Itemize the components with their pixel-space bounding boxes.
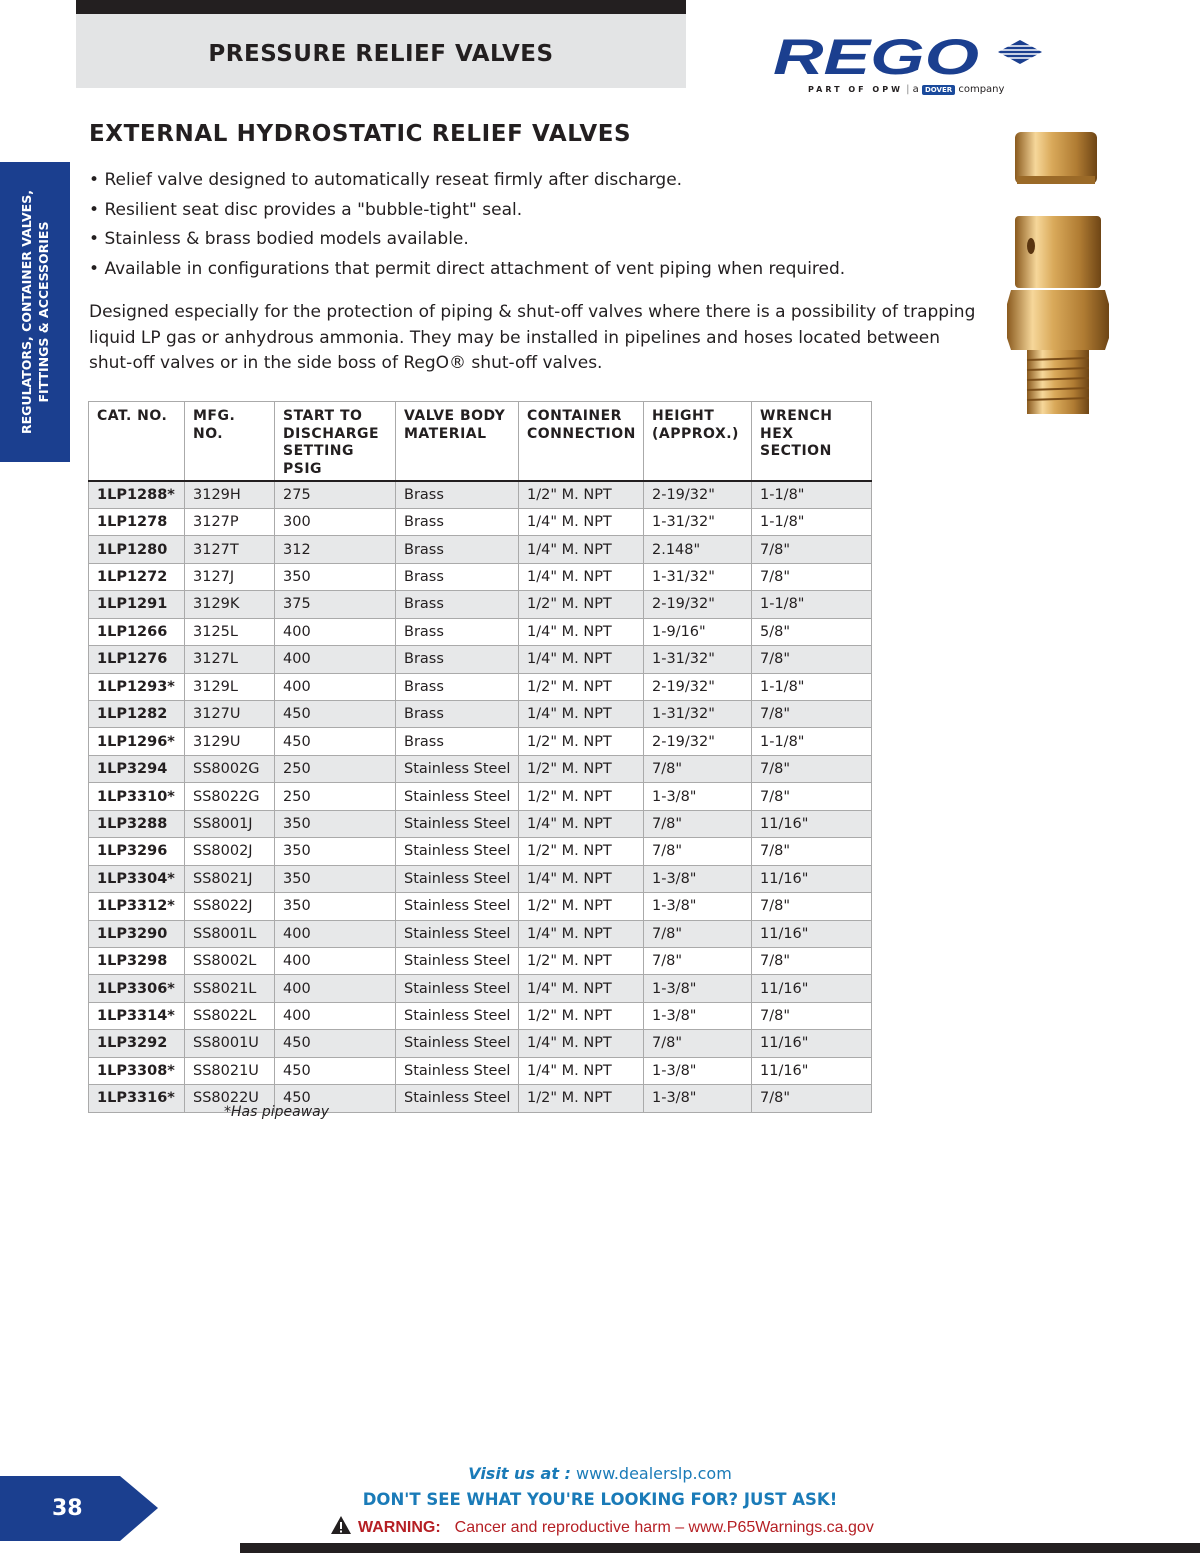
table-row	[89, 838, 872, 865]
col-header-discharge-setting: START TO DISCHARGE SETTING PSIG	[275, 402, 396, 482]
cell-discharge-setting: 375	[275, 591, 396, 618]
cell-wrench-hex: 5/8"	[752, 618, 872, 645]
cell-wrench-hex: 7/8"	[752, 701, 872, 728]
cell-discharge-setting: 450	[275, 1085, 396, 1112]
cell-mfg-no: SS8022G	[185, 783, 275, 810]
cell-body-material: Brass	[396, 673, 519, 700]
cell-discharge-setting: 450	[275, 728, 396, 755]
cell-mfg-no: 3127U	[185, 701, 275, 728]
cell-body-material: Brass	[396, 728, 519, 755]
tagline-company: company	[958, 84, 1005, 95]
cell-discharge-setting: 350	[275, 563, 396, 590]
cell-mfg-no: SS8021U	[185, 1057, 275, 1084]
logo-wordmark: REGO	[773, 30, 980, 85]
cell-wrench-hex: 7/8"	[752, 646, 872, 673]
cell-cat-no: 1LP3314*	[89, 1002, 185, 1029]
col-header-body-material: VALVE BODY MATERIAL	[396, 402, 519, 482]
page-header-title: PRESSURE RELIEF VALVES	[208, 41, 554, 67]
table-row	[89, 1057, 872, 1084]
cell-container-connection: 1/2" M. NPT	[519, 1002, 644, 1029]
table-row	[89, 810, 872, 837]
cell-body-material: Brass	[396, 536, 519, 563]
cell-container-connection: 1/4" M. NPT	[519, 701, 644, 728]
cell-body-material: Stainless Steel	[396, 838, 519, 865]
cell-wrench-hex: 7/8"	[752, 1002, 872, 1029]
cell-discharge-setting: 400	[275, 646, 396, 673]
cell-discharge-setting: 275	[275, 481, 396, 508]
cell-discharge-setting: 400	[275, 947, 396, 974]
cell-container-connection: 1/4" M. NPT	[519, 618, 644, 645]
cell-height: 1-3/8"	[644, 783, 752, 810]
cell-discharge-setting: 350	[275, 838, 396, 865]
cell-cat-no: 1LP1291	[89, 591, 185, 618]
cell-height: 2-19/32"	[644, 591, 752, 618]
cell-discharge-setting: 450	[275, 701, 396, 728]
feature-item: • Available in configurations that permit direct attachment of vent piping when required.	[89, 255, 845, 285]
cell-mfg-no: 3127J	[185, 563, 275, 590]
cell-cat-no: 1LP3290	[89, 920, 185, 947]
cell-height: 7/8"	[644, 1030, 752, 1057]
cell-cat-no: 1LP3298	[89, 947, 185, 974]
top-bar	[76, 0, 686, 14]
table-row	[89, 1085, 872, 1112]
tagline-a: a	[912, 84, 919, 95]
cell-discharge-setting: 400	[275, 673, 396, 700]
cell-wrench-hex: 7/8"	[752, 783, 872, 810]
cell-mfg-no: SS8021L	[185, 975, 275, 1002]
table-row	[89, 893, 872, 920]
col-header-mfg-no: MFG. NO.	[185, 402, 275, 482]
cell-mfg-no: SS8002L	[185, 947, 275, 974]
cell-cat-no: 1LP3310*	[89, 783, 185, 810]
cell-body-material: Brass	[396, 646, 519, 673]
cell-discharge-setting: 450	[275, 1030, 396, 1057]
product-description: Designed especially for the protection of piping & shut-off valves where there is a possibility of trapping liquid LP gas or anhydrous ammonia. They may be installed in pipelines and hoses located between shut-off valves or in the side boss of RegO® shut-off valves.	[89, 302, 976, 373]
cell-mfg-no: SS8022U	[185, 1085, 275, 1112]
table-row	[89, 920, 872, 947]
cell-wrench-hex: 7/8"	[752, 536, 872, 563]
cell-height: 1-31/32"	[644, 701, 752, 728]
cell-wrench-hex: 11/16"	[752, 810, 872, 837]
cell-body-material: Brass	[396, 701, 519, 728]
side-tab-line-2: FITTINGS & ACCESSORIES	[36, 221, 51, 403]
just-ask-banner: DON'T SEE WHAT YOU'RE LOOKING FOR? JUST ASK!	[362, 1490, 838, 1509]
cell-mfg-no: SS8002G	[185, 755, 275, 782]
cell-cat-no: 1LP1272	[89, 563, 185, 590]
table-row	[89, 975, 872, 1002]
warning-label: WARNING:	[358, 1519, 441, 1536]
cell-body-material: Stainless Steel	[396, 975, 519, 1002]
cell-cat-no: 1LP3316*	[89, 1085, 185, 1112]
cell-cat-no: 1LP1282	[89, 701, 185, 728]
table-row	[89, 646, 872, 673]
cell-body-material: Stainless Steel	[396, 893, 519, 920]
cell-discharge-setting: 250	[275, 783, 396, 810]
cell-container-connection: 1/4" M. NPT	[519, 1030, 644, 1057]
cell-height: 1-3/8"	[644, 1002, 752, 1029]
cell-container-connection: 1/2" M. NPT	[519, 838, 644, 865]
cell-cat-no: 1LP1266	[89, 618, 185, 645]
cell-wrench-hex: 7/8"	[752, 838, 872, 865]
cell-container-connection: 1/4" M. NPT	[519, 1057, 644, 1084]
table-header-row	[89, 402, 872, 482]
cell-wrench-hex: 11/16"	[752, 1030, 872, 1057]
relief-valve-table	[88, 401, 872, 1113]
col-header-cat-no: CAT. NO.	[89, 402, 185, 482]
cell-container-connection: 1/4" M. NPT	[519, 865, 644, 892]
cell-mfg-no: SS8022J	[185, 893, 275, 920]
bottom-bar	[240, 1543, 1200, 1553]
cell-container-connection: 1/4" M. NPT	[519, 646, 644, 673]
cell-body-material: Stainless Steel	[396, 755, 519, 782]
relief-valve-product-image	[1005, 128, 1110, 418]
cell-container-connection: 1/2" M. NPT	[519, 728, 644, 755]
table-row	[89, 536, 872, 563]
table-body	[89, 481, 872, 1112]
cell-height: 2-19/32"	[644, 728, 752, 755]
cell-mfg-no: SS8022L	[185, 1002, 275, 1029]
table-row	[89, 591, 872, 618]
cell-cat-no: 1LP1293*	[89, 673, 185, 700]
cell-container-connection: 1/4" M. NPT	[519, 810, 644, 837]
cell-height: 1-3/8"	[644, 865, 752, 892]
cell-cat-no: 1LP3308*	[89, 1057, 185, 1084]
cell-height: 2.148"	[644, 536, 752, 563]
cell-height: 7/8"	[644, 838, 752, 865]
cell-container-connection: 1/4" M. NPT	[519, 508, 644, 535]
tagline-part-of: PART OF OPW	[808, 85, 903, 94]
table-row	[89, 755, 872, 782]
table-row	[89, 701, 872, 728]
cell-cat-no: 1LP1296*	[89, 728, 185, 755]
cell-height: 2-19/32"	[644, 481, 752, 508]
cell-cat-no: 1LP3296	[89, 838, 185, 865]
cell-mfg-no: 3125L	[185, 618, 275, 645]
logo-diamond-icon	[998, 40, 1042, 64]
cell-mfg-no: 3129H	[185, 481, 275, 508]
table-footnote: *Has pipeaway	[224, 1104, 330, 1120]
website-link[interactable]: www.dealerslp.com	[576, 1464, 732, 1483]
header-band	[76, 14, 686, 88]
cell-cat-no: 1LP3306*	[89, 975, 185, 1002]
cell-discharge-setting: 300	[275, 508, 396, 535]
cell-discharge-setting: 400	[275, 975, 396, 1002]
warning-triangle-icon	[330, 1515, 352, 1535]
cell-height: 1-3/8"	[644, 893, 752, 920]
section-title: EXTERNAL HYDROSTATIC RELIEF VALVES	[89, 121, 632, 147]
cell-body-material: Brass	[396, 591, 519, 618]
logo-tagline: PART OF OPW | a DOVER company	[808, 84, 1005, 95]
cell-discharge-setting: 312	[275, 536, 396, 563]
cell-height: 7/8"	[644, 755, 752, 782]
cell-container-connection: 1/2" M. NPT	[519, 947, 644, 974]
table-row	[89, 865, 872, 892]
cell-height: 1-3/8"	[644, 1085, 752, 1112]
table-row	[89, 618, 872, 645]
cell-wrench-hex: 11/16"	[752, 920, 872, 947]
cell-container-connection: 1/2" M. NPT	[519, 893, 644, 920]
cell-cat-no: 1LP1288*	[89, 481, 185, 508]
cell-cat-no: 1LP1278	[89, 508, 185, 535]
cell-height: 1-3/8"	[644, 1057, 752, 1084]
cell-wrench-hex: 1-1/8"	[752, 508, 872, 535]
cell-body-material: Stainless Steel	[396, 920, 519, 947]
cell-mfg-no: SS8002J	[185, 838, 275, 865]
cell-body-material: Stainless Steel	[396, 810, 519, 837]
cell-body-material: Stainless Steel	[396, 1085, 519, 1112]
cell-cat-no: 1LP3288	[89, 810, 185, 837]
col-header-height: HEIGHT (APPROX.)	[644, 402, 752, 482]
cell-mfg-no: SS8001U	[185, 1030, 275, 1057]
cell-container-connection: 1/4" M. NPT	[519, 975, 644, 1002]
prop65-warning	[330, 1515, 874, 1537]
cell-discharge-setting: 400	[275, 920, 396, 947]
cell-mfg-no: SS8021J	[185, 865, 275, 892]
cell-mfg-no: 3127L	[185, 646, 275, 673]
table-row	[89, 1002, 872, 1029]
cell-container-connection: 1/4" M. NPT	[519, 536, 644, 563]
cell-mfg-no: SS8001L	[185, 920, 275, 947]
cell-mfg-no: 3129L	[185, 673, 275, 700]
cell-container-connection: 1/2" M. NPT	[519, 755, 644, 782]
cell-wrench-hex: 7/8"	[752, 893, 872, 920]
cell-height: 1-31/32"	[644, 646, 752, 673]
cell-body-material: Brass	[396, 618, 519, 645]
cell-height: 1-31/32"	[644, 508, 752, 535]
cell-height: 2-19/32"	[644, 673, 752, 700]
feature-list	[89, 166, 845, 284]
cell-wrench-hex: 1-1/8"	[752, 673, 872, 700]
cell-wrench-hex: 11/16"	[752, 1057, 872, 1084]
cell-body-material: Stainless Steel	[396, 947, 519, 974]
cell-discharge-setting: 350	[275, 893, 396, 920]
cell-cat-no: 1LP3294	[89, 755, 185, 782]
cell-wrench-hex: 1-1/8"	[752, 481, 872, 508]
cell-height: 7/8"	[644, 810, 752, 837]
cell-cat-no: 1LP3304*	[89, 865, 185, 892]
cell-discharge-setting: 350	[275, 810, 396, 837]
cell-body-material: Stainless Steel	[396, 865, 519, 892]
cell-height: 1-31/32"	[644, 563, 752, 590]
side-category-text	[18, 162, 52, 462]
cell-container-connection: 1/4" M. NPT	[519, 563, 644, 590]
dover-badge: DOVER	[922, 85, 955, 95]
cell-mfg-no: 3127T	[185, 536, 275, 563]
cell-discharge-setting: 400	[275, 1002, 396, 1029]
cell-height: 1-3/8"	[644, 975, 752, 1002]
cell-cat-no: 1LP3312*	[89, 893, 185, 920]
table-row	[89, 508, 872, 535]
cell-wrench-hex: 7/8"	[752, 563, 872, 590]
cell-wrench-hex: 1-1/8"	[752, 591, 872, 618]
cell-wrench-hex: 11/16"	[752, 975, 872, 1002]
cell-container-connection: 1/2" M. NPT	[519, 591, 644, 618]
cell-wrench-hex: 7/8"	[752, 947, 872, 974]
feature-item: • Stainless & brass bodied models available.	[89, 225, 845, 255]
cell-container-connection: 1/2" M. NPT	[519, 673, 644, 700]
col-header-container-connection: CONTAINER CONNECTION	[519, 402, 644, 482]
table-row	[89, 481, 872, 508]
feature-item: • Relief valve designed to automatically reseat firmly after discharge.	[89, 166, 845, 196]
table-row	[89, 1030, 872, 1057]
cell-body-material: Stainless Steel	[396, 1002, 519, 1029]
cell-body-material: Stainless Steel	[396, 1057, 519, 1084]
table-row	[89, 673, 872, 700]
cell-discharge-setting: 400	[275, 618, 396, 645]
cell-mfg-no: SS8001J	[185, 810, 275, 837]
cell-height: 1-9/16"	[644, 618, 752, 645]
cell-container-connection: 1/2" M. NPT	[519, 783, 644, 810]
cell-mfg-no: 3129K	[185, 591, 275, 618]
cell-wrench-hex: 11/16"	[752, 865, 872, 892]
table-row	[89, 563, 872, 590]
cell-body-material: Brass	[396, 481, 519, 508]
warning-text: Cancer and reproductive harm – www.P65Warnings.ca.gov	[454, 1519, 874, 1536]
cell-wrench-hex: 7/8"	[752, 1085, 872, 1112]
cell-container-connection: 1/2" M. NPT	[519, 1085, 644, 1112]
cell-height: 7/8"	[644, 947, 752, 974]
table-row	[89, 728, 872, 755]
table-row	[89, 783, 872, 810]
cell-container-connection: 1/4" M. NPT	[519, 920, 644, 947]
page-number: 38	[52, 1496, 83, 1521]
cell-discharge-setting: 450	[275, 1057, 396, 1084]
cell-body-material: Brass	[396, 508, 519, 535]
cell-discharge-setting: 350	[275, 865, 396, 892]
cell-height: 7/8"	[644, 920, 752, 947]
cell-cat-no: 1LP3292	[89, 1030, 185, 1057]
cell-discharge-setting: 250	[275, 755, 396, 782]
cell-wrench-hex: 7/8"	[752, 755, 872, 782]
visit-label: Visit us at :	[468, 1464, 571, 1483]
cell-body-material: Stainless Steel	[396, 783, 519, 810]
col-header-wrench-hex: WRENCH HEX SECTION	[752, 402, 872, 482]
cell-body-material: Brass	[396, 563, 519, 590]
visit-line	[0, 1464, 1200, 1483]
cell-body-material: Stainless Steel	[396, 1030, 519, 1057]
cell-wrench-hex: 1-1/8"	[752, 728, 872, 755]
cell-mfg-no: 3127P	[185, 508, 275, 535]
cell-container-connection: 1/2" M. NPT	[519, 481, 644, 508]
table-row	[89, 947, 872, 974]
cell-mfg-no: 3129U	[185, 728, 275, 755]
cell-cat-no: 1LP1276	[89, 646, 185, 673]
side-category-tab	[0, 162, 70, 462]
side-tab-line-1: REGULATORS, CONTAINER VALVES,	[19, 190, 34, 434]
cell-cat-no: 1LP1280	[89, 536, 185, 563]
feature-item: • Resilient seat disc provides a "bubble-tight" seal.	[89, 196, 845, 226]
